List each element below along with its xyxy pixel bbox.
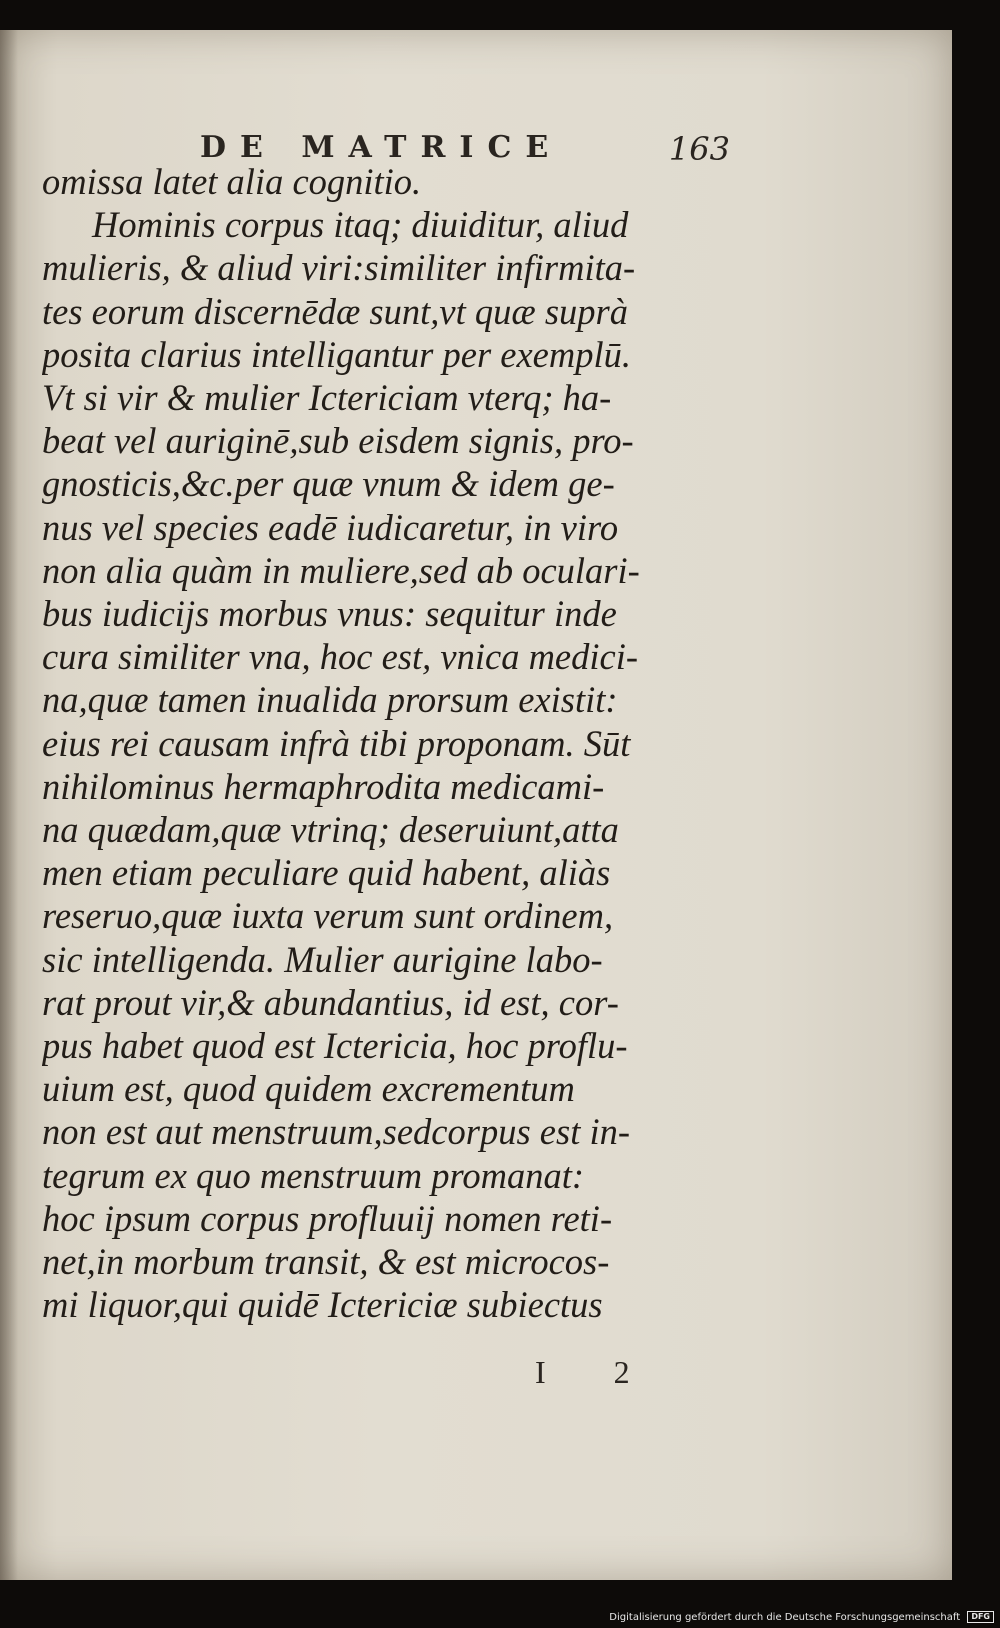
text-line: uium est, quod quidem excrementum (42, 1068, 575, 1110)
text-line: posita clarius intelligantur per exemplū. (42, 333, 632, 375)
text-line: sic intelligenda. Mulier aurigine labo- (42, 938, 603, 980)
credit-text: Digitalisierung gefördert durch die Deutsche Forschungsgemeinschaft (609, 1612, 961, 1623)
text-line: Hominis corpus itaq; diuiditur, aliud (92, 204, 629, 246)
text-line: na,quæ tamen inualida prorsum existit: (42, 679, 618, 721)
text-line: gnosticis,&c.per quæ vnum & idem ge- (42, 463, 615, 505)
digitization-credit (609, 1611, 994, 1623)
text-line: omissa latet alia cognitio. (42, 161, 422, 202)
body-text (42, 160, 722, 1326)
text-line: bus iudicijs morbus vnus: sequitur inde (42, 593, 617, 635)
text-line: men etiam peculiare quid habent, aliàs (42, 852, 611, 894)
text-line: na quædam,quæ vtrinq; deseruiunt,atta (42, 809, 619, 851)
text-line: eius rei causam infrà tibi proponam. Sūt (42, 722, 631, 764)
dfg-logo-icon: DFG (967, 1611, 994, 1623)
text-line: cura similiter vna, hoc est, vnica medici- (42, 636, 639, 678)
text-line: reseruo,quæ iuxta verum sunt ordinem, (42, 895, 614, 937)
text-line: non est aut menstruum,sedcorpus est in- (42, 1111, 631, 1153)
text-line: nihilominus hermaphrodita medicami- (42, 765, 605, 807)
page-gutter-shadow (0, 30, 18, 1580)
text-line: mulieris, & aliud viri:similiter infirmita- (42, 247, 636, 289)
text-line: pus habet quod est Ictericia, hoc proflu- (42, 1025, 628, 1067)
running-head (50, 105, 730, 168)
text-line: tegrum ex quo menstruum promanat: (42, 1154, 585, 1196)
text-line: net,in morbum transit, & est microcos- (42, 1241, 610, 1283)
text-line: hoc ipsum corpus profluuij nomen reti- (42, 1197, 613, 1239)
text-line: beat vel auriginē,sub eisdem signis, pro- (42, 420, 634, 462)
signature-mark: I 2 (535, 1354, 660, 1390)
page-title: DE MATRICE (200, 130, 563, 165)
text-line: tes eorum discernēdæ sunt,vt quæ suprà (42, 290, 628, 332)
text-line: nus vel species eadē iudicaretur, in viro (42, 506, 619, 548)
text-line: mi liquor,qui quidē Ictericiæ subiectus (42, 1284, 603, 1326)
page-number: 163 (668, 130, 730, 168)
text-line: non alia quàm in muliere,sed ab oculari- (42, 549, 640, 591)
text-line: Vt si vir & mulier Ictericiam vterq; ha- (42, 377, 612, 419)
text-line: rat prout vir,& abundantius, id est, cor- (42, 981, 619, 1023)
